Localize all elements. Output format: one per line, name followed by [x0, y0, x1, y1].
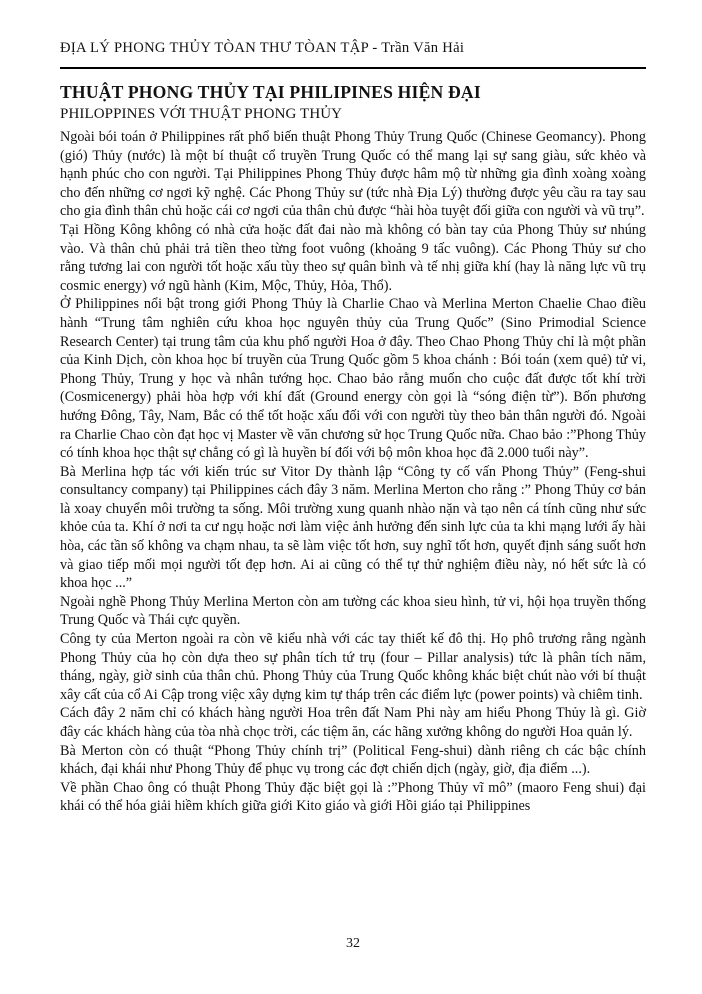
paragraph: Bà Merton còn có thuật “Phong Thủy chính trị” (Political Feng-shui) dành riêng ch các bậc chính khách, đại khái như Phong Thủy để phục vụ trong các đợt chiến dịch (ngày, giờ, địa điểm ...). [60, 742, 646, 778]
page-title: THUẬT PHONG THỦY TẠI PHILIPINES HIỆN ĐẠI [60, 82, 481, 102]
body-text [60, 128, 646, 816]
page-subtitle: PHILOPPINES VỚI THUẬT PHONG THỦY [60, 106, 343, 122]
header-rule-divider [60, 67, 646, 69]
paragraph: Về phần Chao ông có thuật Phong Thủy đặc biệt gọi là :”Phong Thủy vĩ mô” (maoro Feng shui) đại khái có thể hóa giải hiềm khích giữa giới Kito giáo và giới Hồi giáo tại Philippines [60, 779, 646, 815]
paragraph: Ngoài nghề Phong Thủy Merlina Merton còn am tường các khoa sieu hình, tử vi, hội họa truyền thống Trung Quốc và Thái cực quyền. [60, 593, 646, 629]
paragraph: Ở Philippines nổi bật trong giới Phong Thủy là Charlie Chao và Merlina Merton Chaelie Chao điều hành “Trung tâm nghiên cứu khoa học nguyên thủy của Trung Quốc” (Sino Primodial Science Research Center) tại trung tâm của khu phố người Hoa ở đây. Theo Chao Phong Thủy chỉ là một phần của Kinh Dịch, còn khoa học bí truyền của Trung Quốc gồm 5 khoa chánh : Bói toán (xem quẻ) tử vi, Phong Thủy, Trung y học và nhân tướng học. Chao bảo rằng muốn cho cuộc đất được tốt khí trời (Cosmicenergy) phải hòa hợp với khí đất (Ground energy còn gọi là “sóng điện từ”). Bốn phương hướng Đông, Tây, Nam, Bắc có thể tốt hoặc xấu đối với con người tùy theo bản thân người đó. Ngoài ra Charlie Chao còn đạt học vị Master về văn chương sử học Trung Quốc nữa. Chao bảo :”Phong Thủy có tính khoa học thật sự chẳng có gì là huyền bí đối với bộ môn khoa học đã 2.000 tuổi này”. [60, 296, 646, 462]
paragraph: Cách đây 2 năm chỉ có khách hàng người Hoa trên đất Nam Phi này am hiểu Phong Thủy là gì. Giờ đây các khách hàng của tòa nhà chọc trời, các tiệm ăn, các hãng xưởng không do người Hoa quản lý. [60, 705, 646, 740]
running-header: ĐỊA LÝ PHONG THỦY TÒAN THƯ TÒAN TẬP - Trần Văn Hải [60, 40, 465, 56]
page-number: 32 [346, 936, 360, 951]
paragraph: Công ty của Merton ngoài ra còn vẽ kiểu nhà với các tay thiết kế đô thị. Họ phô trương rằng ngành Phong Thủy của họ còn dựa theo sự phân tích tứ trụ (four – Pillar analysis) tức là phân tích năm, tháng, ngày, giờ sinh của thân chủ. Phong Thủy của Trung Quốc không khác biệt chút nào với bí thuật xây cất của cổ Ai Cập trong việc xây dựng kim tự tháp trên các điểm lực (power points) và chiêm tinh. [60, 631, 646, 703]
paragraph: Tại Hồng Kông không có nhà cửa hoặc đất đai nào mà không có bàn tay của Phong Thủy sư nhúng vào. Và thân chủ phải trả tiền theo từng foot vuông (khoảng 9 tấc vuông). Các Phong Thủy sư cho rằng tương lai con người tốt hoặc xấu tùy theo sự quân bình và tế nhị giữa khí (hay là năng lực vũ trụ cosmic energy) vớ ngũ hành (Kim, Mộc, Thủy, Hỏa, Thổ). [60, 221, 646, 294]
paragraph: Bà Merlina hợp tác với kiến trúc sư Vitor Dy thành lập “Công ty cố vấn Phong Thủy” (Feng-shui consultancy company) tại Philippines cách đây 3 năm. Merlina Merton cho rằng :” Phong Thủy cơ bản là xoay chuyển môi trường ta sống. Môi trường xung quanh nhào nặn và tạo nên cá tính cũng như sức khỏe của ta. Khí ở nơi ta cư ngụ hoặc nơi làm việc ảnh hưởng đến sinh lực của ta khi mạng lưới ấy hài hòa, các tần số không va chạm nhau, ta sẽ làm việc tốt hơn, suy nghĩ tốt hơn, quyết định sáng suốt hơn và giao tiếp mối mọi người tốt đẹp hơn. Ai ai cũng có thể tự thử nghiệm điều này, nó hết sức là có khoa học ...” [60, 463, 646, 592]
paragraph: Ngoài bói toán ở Philippines rất phổ biến thuật Phong Thủy Trung Quốc (Chinese Geomancy). Phong (gió) Thủy (nước) là một bí thuật cổ truyền Trung Quốc có thể mang lại sự sang giàu, sức khẻo và hạnh phúc cho con người. Tại Philippines Phong Thủy được hâm mộ từ những gia đình xoàng xoàng cho đến những cơ ngơi kỹ nghệ. Các Phong Thủy sư (tức nhà Địa Lý) thường được yêu cầu ra tay sau cho gia đình thân chủ hoặc cái cơ ngơi của thân chủ được “hài hòa tuyệt đối giữa con người và vũ trụ”. [60, 129, 646, 220]
